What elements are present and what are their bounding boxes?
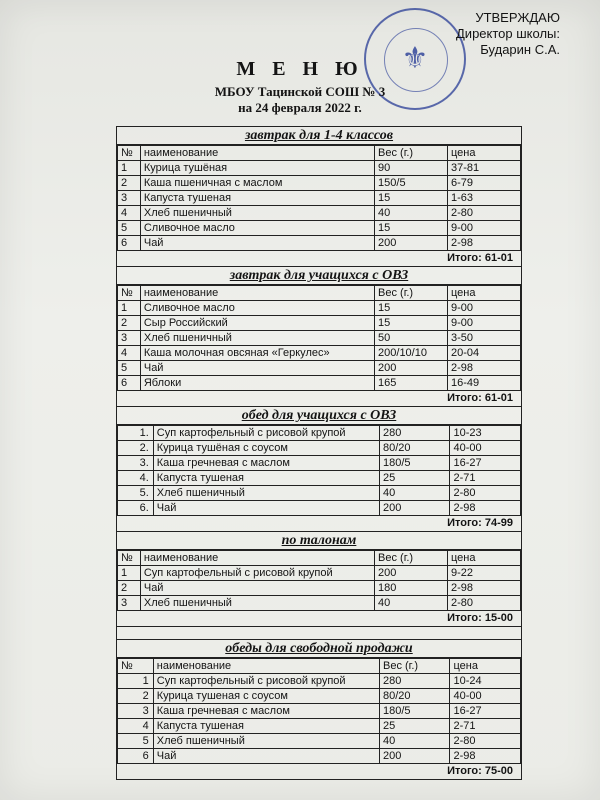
table-header-row [118,659,521,674]
dish-name: Курица тушёная с соусом [153,441,379,456]
col-weight-header: Вес (г.) [379,659,449,674]
dish-weight: 15 [375,191,448,206]
dish-name: Хлеб пшеничный [140,206,374,221]
dish-price: 9-22 [448,566,521,581]
dish-price: 20-04 [448,346,521,361]
row-number: 1 [118,566,141,581]
dish-name: Чай [140,236,374,251]
dish-name: Хлеб пшеничный [140,596,374,611]
dish-weight: 200/10/10 [375,346,448,361]
table-row [118,501,521,516]
dish-price: 2-98 [448,236,521,251]
col-number-header: № [118,659,154,674]
row-number: 2. [118,441,154,456]
dish-weight: 50 [375,331,448,346]
table-row [118,581,521,596]
section-table [117,145,521,251]
row-number: 5 [118,361,141,376]
dish-name: Сливочное масло [140,301,374,316]
dish-price: 40-00 [450,689,521,704]
dish-price: 1-63 [448,191,521,206]
dish-price: 2-98 [448,581,521,596]
col-price-header: цена [448,146,521,161]
row-number: 1 [118,674,154,689]
dish-weight: 40 [379,486,449,501]
dish-name: Суп картофельный с рисовой крупой [153,674,379,689]
table-row [118,674,521,689]
table-header-row [118,551,521,566]
dish-weight: 280 [379,674,449,689]
dish-price: 9-00 [448,301,521,316]
dish-price: 16-27 [450,704,521,719]
table-row [118,704,521,719]
dish-price: 2-80 [450,486,521,501]
table-row [118,566,521,581]
dish-name: Яблоки [140,376,374,391]
dish-price: 16-27 [450,456,521,471]
dish-name: Каша гречневая с маслом [153,704,379,719]
row-number: 6 [118,236,141,251]
table-row [118,316,521,331]
dish-weight: 25 [379,471,449,486]
dish-price: 3-50 [448,331,521,346]
col-number-header: № [118,146,141,161]
dish-weight: 180/5 [379,456,449,471]
col-name-header: наименование [140,146,374,161]
dish-name: Каша молочная овсяная «Геркулес» [140,346,374,361]
col-weight-header: Вес (г.) [375,551,448,566]
dish-price: 16-49 [448,376,521,391]
approval-name: Бударин С.А. [480,42,560,57]
section-table [117,285,521,391]
dish-weight: 200 [375,361,448,376]
row-number: 4 [118,346,141,361]
table-row [118,734,521,749]
dish-name: Сыр Российский [140,316,374,331]
row-number: 1 [118,301,141,316]
section-title: завтрак для 1-4 классов [117,127,521,145]
dish-weight: 25 [379,719,449,734]
row-number: 5. [118,486,154,501]
col-name-header: наименование [140,286,374,301]
dish-weight: 165 [375,376,448,391]
table-row [118,689,521,704]
dish-price: 2-80 [448,596,521,611]
dish-name: Чай [153,749,379,764]
row-number: 4 [118,719,154,734]
menu-date: на 24 февраля 2022 г. [238,100,362,115]
dish-price: 2-98 [448,361,521,376]
dish-weight: 40 [379,734,449,749]
dish-weight: 15 [375,316,448,331]
table-header-row [118,286,521,301]
col-price-header: цена [450,659,521,674]
row-number: 3 [118,331,141,346]
table-row [118,376,521,391]
row-number: 1 [118,161,141,176]
dish-weight: 200 [379,749,449,764]
dish-weight: 200 [375,236,448,251]
row-number: 3. [118,456,154,471]
table-row [118,346,521,361]
section-total: Итого: 61-01 [117,251,521,267]
approval-block [456,10,560,58]
dish-weight: 200 [375,566,448,581]
dish-price: 2-71 [450,471,521,486]
col-name-header: наименование [140,551,374,566]
col-number-header: № [118,551,141,566]
table-row [118,719,521,734]
row-number: 5 [118,221,141,236]
table-row [118,161,521,176]
section-title: обед для учащихся с ОВЗ [117,407,521,425]
table-row [118,361,521,376]
dish-price: 2-80 [448,206,521,221]
menu-table [116,126,522,780]
section-total: Итого: 74-99 [117,516,521,532]
table-row [118,456,521,471]
section-table [117,425,521,516]
table-row [118,426,521,441]
dish-price: 2-98 [450,501,521,516]
dish-name: Капуста тушеная [140,191,374,206]
dish-name: Капуста тушеная [153,719,379,734]
section-total: Итого: 15-00 [117,611,521,627]
dish-name: Хлеб пшеничный [140,331,374,346]
dish-weight: 40 [375,596,448,611]
table-header-row [118,146,521,161]
dish-weight: 80/20 [379,441,449,456]
dish-name: Курица тушёная [140,161,374,176]
row-number: 1. [118,426,154,441]
approval-position: Директор школы: [456,26,560,41]
dish-weight: 280 [379,426,449,441]
table-row [118,471,521,486]
table-row [118,301,521,316]
col-weight-header: Вес (г.) [375,146,448,161]
dish-name: Чай [153,501,379,516]
dish-name: Курица тушеная с соусом [153,689,379,704]
dish-weight: 150/5 [375,176,448,191]
table-row [118,486,521,501]
dish-name: Суп картофельный с рисовой крупой [140,566,374,581]
approval-title: УТВЕРЖДАЮ [475,10,560,25]
dish-weight: 180/5 [379,704,449,719]
table-row [118,176,521,191]
dish-name: Чай [140,361,374,376]
row-number: 6. [118,501,154,516]
dish-price: 10-23 [450,426,521,441]
table-row [118,596,521,611]
row-number: 6 [118,376,141,391]
dish-price: 2-98 [450,749,521,764]
dish-price: 40-00 [450,441,521,456]
dish-weight: 15 [375,301,448,316]
section-title: по талонам [117,532,521,550]
dish-price: 2-71 [450,719,521,734]
dish-price: 6-79 [448,176,521,191]
col-number-header: № [118,286,141,301]
row-number: 4 [118,206,141,221]
dish-name: Капуста тушеная [153,471,379,486]
crest-icon: ⚜ [401,42,429,75]
dish-weight: 90 [375,161,448,176]
row-number: 3 [118,191,141,206]
row-number: 5 [118,734,154,749]
dish-weight: 200 [379,501,449,516]
section-divider [117,627,521,640]
dish-price: 37-81 [448,161,521,176]
section-table [117,550,521,611]
table-row [118,749,521,764]
dish-weight: 15 [375,221,448,236]
dish-price: 10-24 [450,674,521,689]
dish-price: 2-80 [450,734,521,749]
row-number: 2 [118,316,141,331]
table-row [118,236,521,251]
dish-name: Хлеб пшеничный [153,734,379,749]
table-row [118,221,521,236]
dish-price: 9-00 [448,221,521,236]
col-price-header: цена [448,286,521,301]
row-number: 4. [118,471,154,486]
table-row [118,441,521,456]
table-row [118,206,521,221]
dish-name: Каша пшеничная с маслом [140,176,374,191]
dish-price: 9-00 [448,316,521,331]
col-price-header: цена [448,551,521,566]
row-number: 2 [118,581,141,596]
section-title: обеды для свободной продажи [117,640,521,658]
row-number: 6 [118,749,154,764]
table-row [118,191,521,206]
dish-name: Каша гречневая с маслом [153,456,379,471]
dish-name: Сливочное масло [140,221,374,236]
dish-name: Суп картофельный с рисовой крупой [153,426,379,441]
row-number: 2 [118,176,141,191]
dish-name: Чай [140,581,374,596]
section-total: Итого: 75-00 [447,765,513,777]
row-number: 3 [118,596,141,611]
dish-weight: 80/20 [379,689,449,704]
page-title: М Е Н Ю [236,58,364,80]
dish-weight: 180 [375,581,448,596]
section-title: завтрак для учащихся с ОВЗ [117,267,521,285]
row-number: 3 [118,704,154,719]
table-row [118,331,521,346]
section-table [117,658,521,764]
school-name: МБОУ Тацинской СОШ № 3 [214,84,386,99]
col-name-header: наименование [153,659,379,674]
row-number: 2 [118,689,154,704]
col-weight-header: Вес (г.) [375,286,448,301]
dish-weight: 40 [375,206,448,221]
dish-name: Хлеб пшеничный [153,486,379,501]
section-total: Итого: 61-01 [117,391,521,407]
